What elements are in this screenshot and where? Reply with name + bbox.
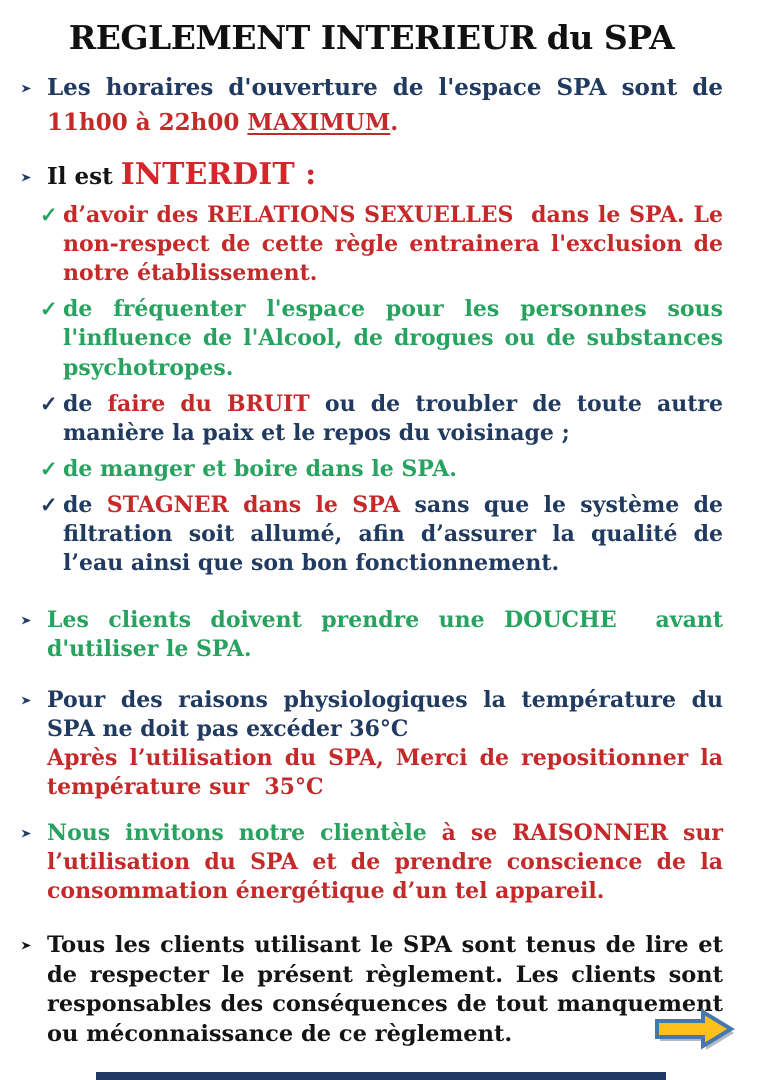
next-page-arrow-icon[interactable] — [654, 1008, 738, 1054]
forbidden-keyword: INTERDIT : — [120, 157, 317, 192]
forbidden-item-sexual-relations — [40, 201, 723, 288]
arrow-bullet-icon — [20, 606, 47, 635]
check-icon: ✓ — [40, 296, 58, 322]
forbidden-prefix: Il est — [47, 163, 121, 190]
check-icon: ✓ — [40, 491, 58, 517]
arrow-bullet-icon — [20, 931, 47, 961]
hours-range: 11h00 à 22h00 — [47, 108, 248, 136]
arrow-bullet-icon — [20, 160, 47, 193]
forbidden-item-stagnate: ✓ de STAGNER dans le SPA sans que le système de filtration soit allumé, afin d’assurer la qualité de l’eau ainsi que son bon fonctionnement. — [40, 491, 724, 576]
hours-text: Les horaires d'ouverture de l'espace SPA sont de — [47, 74, 723, 101]
temperature-reset-text: Après l’utilisation du SPA, Merci de repositionner la température sur 35°C — [47, 744, 723, 800]
rule-temperature — [20, 686, 723, 802]
bottom-accent-bar — [96, 1072, 666, 1080]
energy-intro-text: Nous invitons notre clientèle — [47, 819, 442, 846]
hours-maximum: MAXIMUM — [247, 108, 391, 136]
responsibility-text: Tous les clients utilisant le SPA sont tenus de lire et de respecter le présent règlement. Les clients sont responsables des conséquences de tout manquement ou méconnaissance de ce règlement. — [47, 932, 723, 1048]
forbidden-item-text: de manger et boire dans le SPA. — [63, 455, 457, 482]
noise-highlight: faire du BRUIT — [107, 390, 310, 417]
forbidden-item-text: d’avoir des RELATIONS SEXUELLES dans le SPA. Le non-respect de cette règle entrainera l'exclusion de notre établissement. — [63, 202, 723, 287]
forbidden-item-alcohol-drugs — [40, 295, 723, 382]
rule-forbidden-header — [20, 157, 723, 193]
energy-warning-text: à se RAISONNER sur l’utilisation du SPA et de prendre conscience de la consommation énergétique d’un tel appareil. — [47, 819, 724, 904]
rule-energy-awareness — [20, 819, 723, 906]
arrow-bullet-icon — [20, 819, 47, 848]
rule-shower — [20, 606, 723, 664]
rule-responsibility — [20, 931, 723, 1050]
forbidden-item-noise: ✓ de faire du BRUIT ou de troubler de toute autre manière la paix et le repos du voisinage ; — [40, 390, 723, 446]
forbidden-item-text: de fréquenter l'espace pour les personnes sous l'influence de l'Alcool, de drogues ou de substances psychotropes. — [63, 296, 723, 381]
forbidden-item-eating-drinking — [40, 455, 723, 484]
rule-opening-hours: Les horaires d'ouverture de l'espace SPA sont de 11h00 à 22h00 MAXIMUM. — [20, 71, 723, 140]
check-icon: ✓ — [40, 455, 58, 481]
temperature-limit-text: Pour des raisons physiologiques la température du SPA ne doit pas excéder 36°C — [47, 686, 723, 742]
arrow-bullet-icon — [20, 71, 47, 106]
stagnate-highlight: STAGNER dans le SPA — [106, 491, 401, 518]
arrow-bullet-icon — [20, 686, 47, 715]
shower-text: Les clients doivent prendre une DOUCHE avant d'utiliser le SPA. — [47, 606, 723, 662]
page-title: REGLEMENT INTERIEUR du SPA — [68, 18, 675, 57]
check-icon: ✓ — [40, 202, 58, 228]
check-icon: ✓ — [40, 390, 58, 416]
